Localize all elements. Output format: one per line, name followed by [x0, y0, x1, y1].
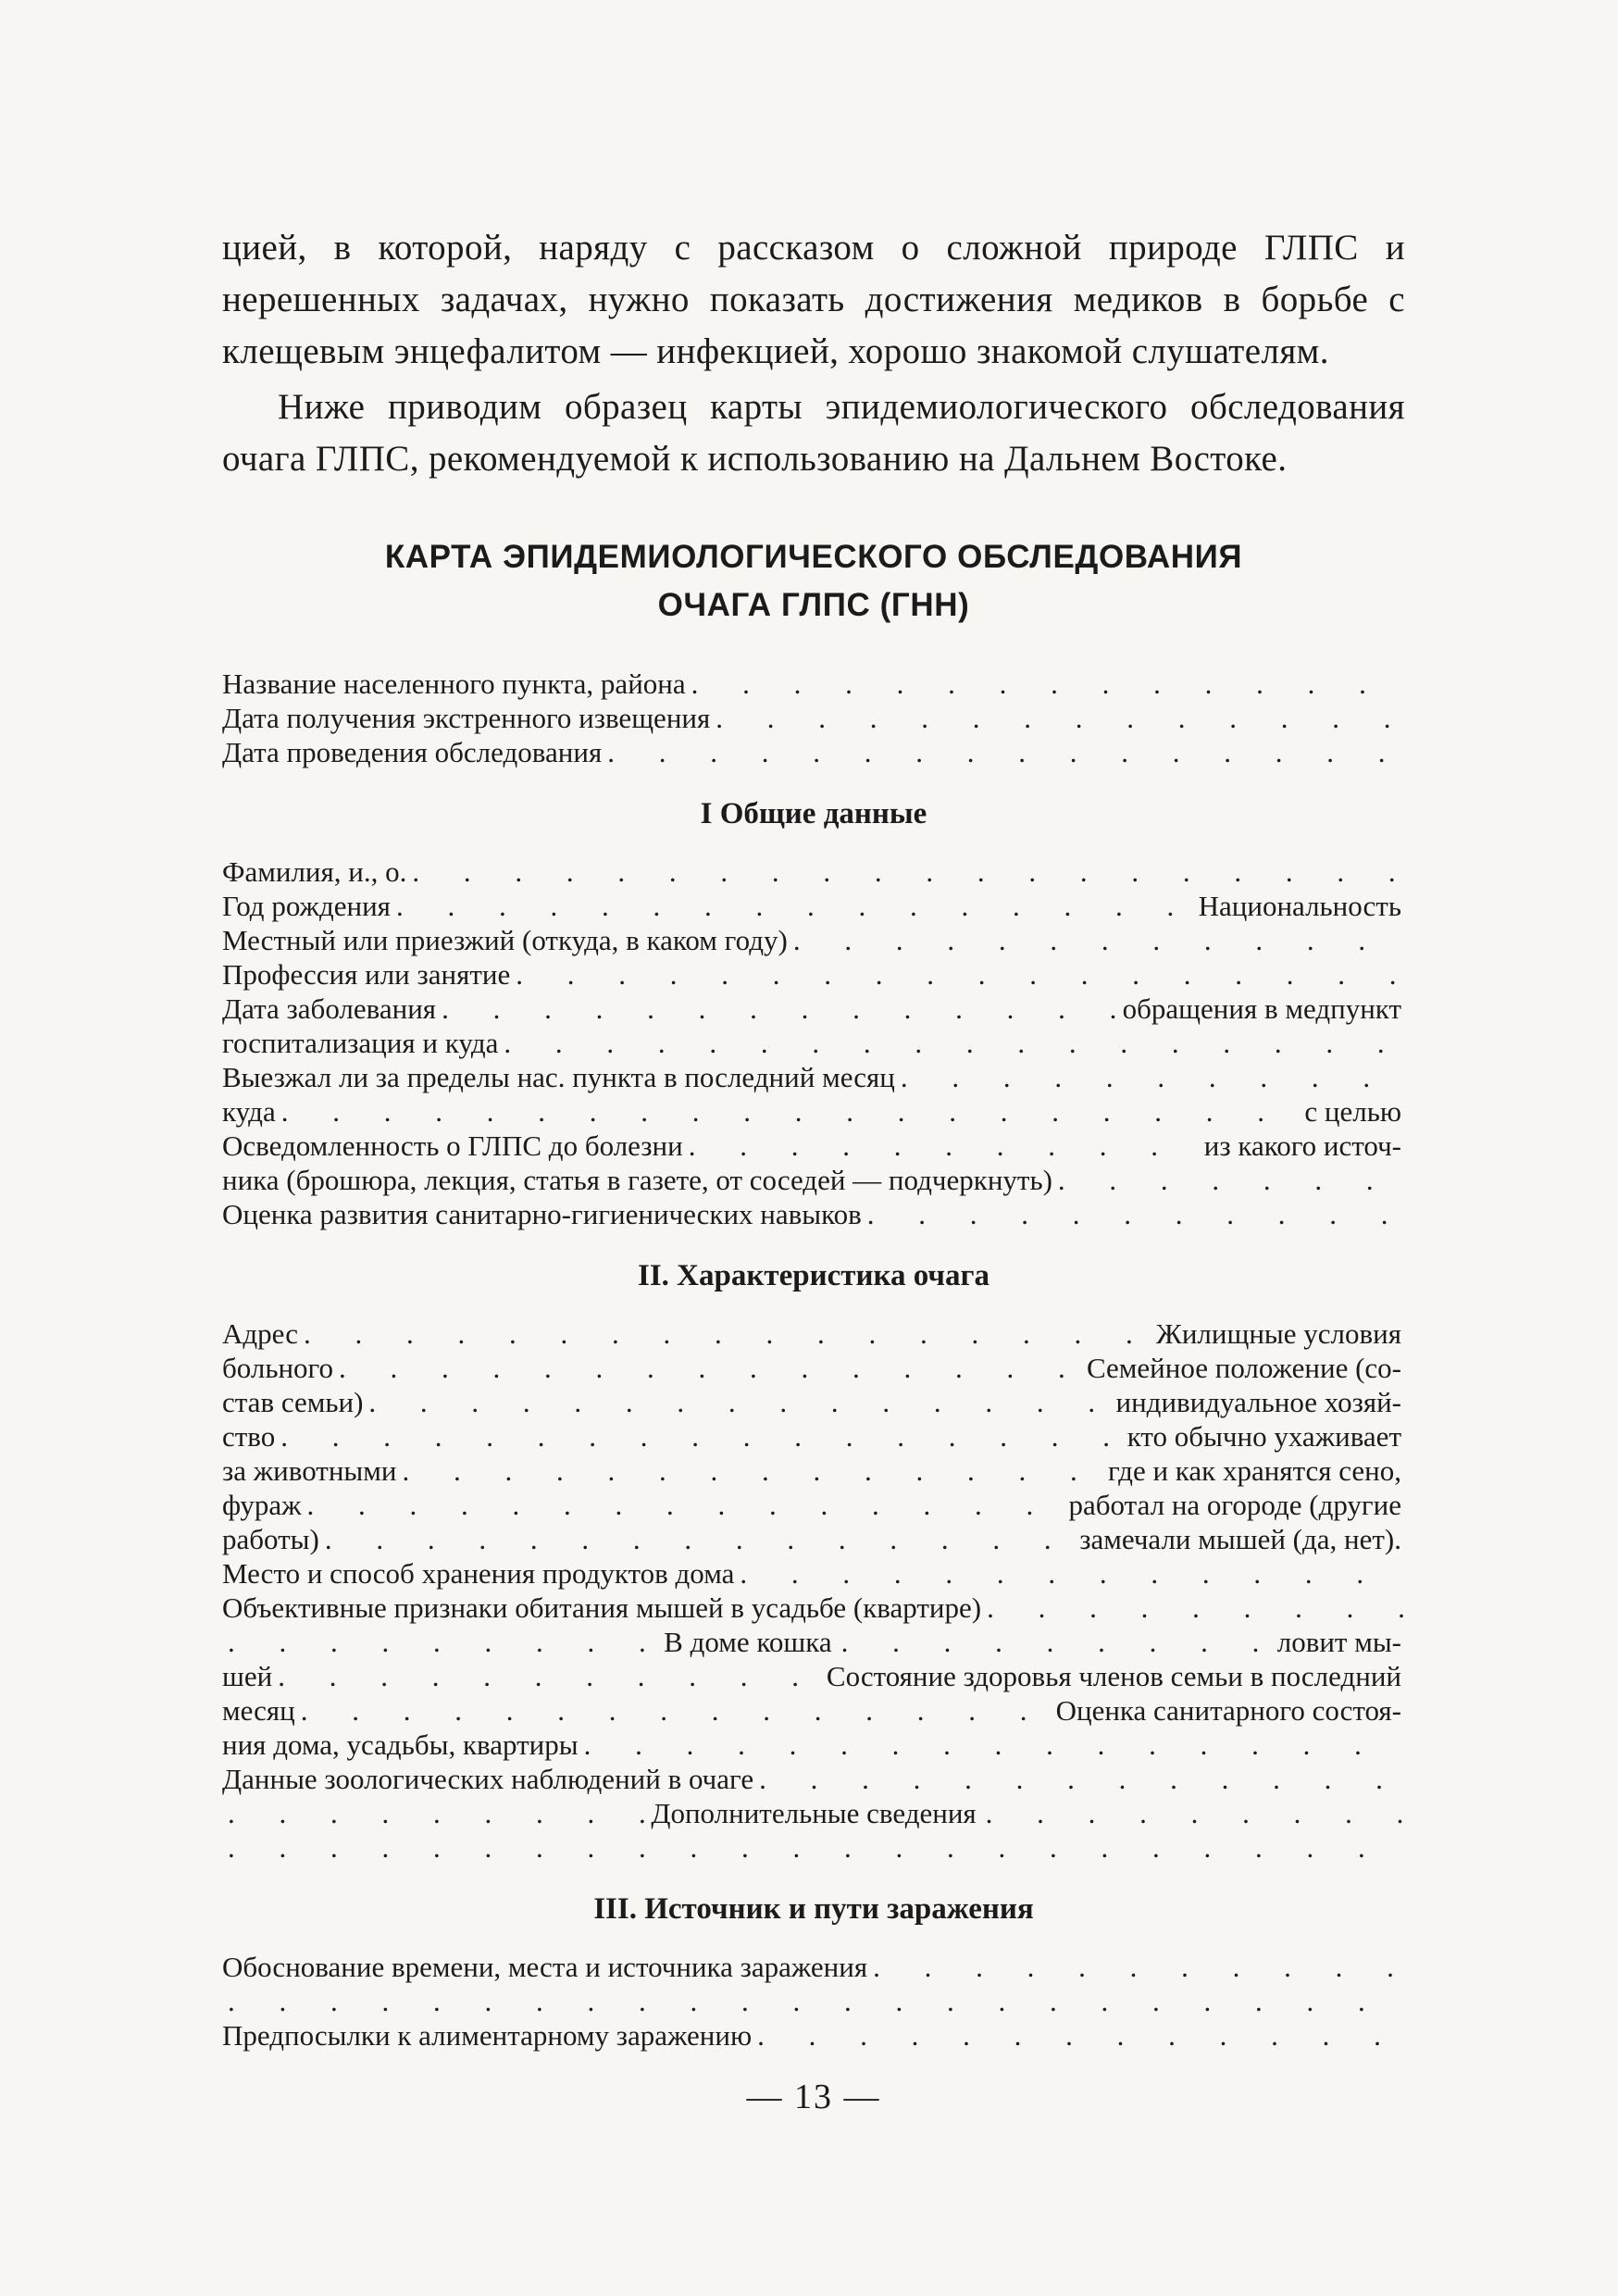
- fill-dots: [276, 1094, 1301, 1129]
- form-label: индивидуальное хозяй-: [1115, 1386, 1401, 1418]
- fill-dots: [295, 1693, 1052, 1728]
- form-line: [222, 992, 1405, 1026]
- form-line: [222, 2018, 1405, 2053]
- form-line: Название населенного пункта, района . . .: [222, 667, 1405, 701]
- form-label: работы): [222, 1523, 319, 1555]
- form-line: [222, 1454, 1405, 1488]
- form-label: за животными: [222, 1454, 397, 1487]
- fill-dots: [436, 992, 1119, 1026]
- fill-dots: [222, 1625, 660, 1659]
- fill-dots: [396, 1454, 1104, 1488]
- form-line: [222, 1163, 1405, 1197]
- card-title: КАРТА ЭПИДЕМИОЛОГИЧЕСКОГО ОБСЛЕДОВАНИЯ ОЧАГА ГЛПС (ГНН): [384, 539, 1243, 623]
- form-label: Данные зоологических наблюдений в очаге: [222, 1763, 754, 1795]
- fill-dots: [222, 1830, 1405, 1865]
- form-line: [222, 1728, 1405, 1762]
- fill-dots: [579, 1728, 1405, 1762]
- fill-dots: [788, 923, 1405, 957]
- section-3-title: III. Источник и пути заражения: [593, 1892, 1034, 1926]
- form-label: Семейное положение (со-: [1086, 1352, 1401, 1384]
- form-line: [222, 1659, 1405, 1693]
- fill-dots: [406, 855, 1405, 889]
- fill-dots: [363, 1385, 1112, 1419]
- fill-dots: [710, 701, 1405, 735]
- form-label: с целью: [1304, 1095, 1401, 1128]
- fill-dots: [510, 957, 1405, 992]
- form-label: где и как хранятся сено,: [1108, 1454, 1401, 1487]
- form-line: [222, 957, 1405, 992]
- fill-dots: [498, 1026, 1405, 1060]
- form-line: [222, 1316, 1405, 1351]
- form-line: [222, 1693, 1405, 1728]
- fill-dots: [222, 1984, 1405, 2018]
- fill-dots: [275, 1419, 1124, 1454]
- fill-dots: [836, 1625, 1274, 1659]
- form-line: [222, 1556, 1405, 1591]
- form-label: Национальность: [1198, 890, 1401, 922]
- fill-dots: [391, 889, 1195, 923]
- form-label: В доме кошка: [664, 1626, 832, 1658]
- fill-dots: [895, 1060, 1405, 1094]
- form-label: Осведомленность о ГЛПС до болезни: [222, 1129, 683, 1162]
- form-line: [222, 1796, 1405, 1830]
- form-label: кто обычно ухаживает: [1126, 1420, 1401, 1453]
- fill-dots: [981, 1591, 1405, 1625]
- form-line: [222, 1830, 1405, 1865]
- form-label: Профессия или занятие: [222, 958, 511, 991]
- form-label: Оценка санитарного состоя-: [1055, 1694, 1401, 1727]
- section-1-title: I Общие данные: [700, 797, 927, 830]
- fill-dots: [602, 735, 1405, 769]
- form-label: Дата заболевания: [222, 992, 437, 1025]
- form-line: [222, 889, 1405, 923]
- section-2-lines: [222, 1316, 1405, 1865]
- fill-dots: [272, 1659, 823, 1693]
- form-label: Фамилия, и., о.: [222, 855, 407, 888]
- form-line: [222, 1488, 1405, 1522]
- fill-dots: [1052, 1163, 1405, 1197]
- page-number: — 13 —: [746, 2078, 881, 2116]
- fill-dots: [753, 1762, 1405, 1796]
- form-line: [222, 1419, 1405, 1454]
- form-line: [222, 1094, 1405, 1129]
- form-label: куда: [222, 1095, 276, 1128]
- section-3-lines: [222, 1950, 1405, 2053]
- form-line: [222, 1625, 1405, 1659]
- form-line: [222, 1385, 1405, 1419]
- form-label: Год рождения: [222, 890, 391, 922]
- form-label: став семьи): [222, 1386, 364, 1418]
- form-label: Объективные признаки обитания мышей в усадьбе (квартире): [222, 1591, 982, 1624]
- form-line: [222, 1591, 1405, 1625]
- form-label: Выезжал ли за пределы нас. пункта в последний месяц: [222, 1061, 895, 1093]
- form-label: ния дома, усадьбы, квартиры: [222, 1728, 579, 1761]
- form-label: шей: [222, 1660, 273, 1692]
- form-line: Дата получения экстренного извещения . . .: [222, 701, 1405, 735]
- form-label: Состояние здоровья членов семьи в последний: [826, 1660, 1401, 1692]
- form-line: [222, 1197, 1405, 1231]
- form-label: Оценка развития санитарно-гигиенических навыков: [222, 1198, 862, 1230]
- form-line: [222, 1129, 1405, 1163]
- form-label: Адрес: [222, 1317, 298, 1350]
- fill-dots: [222, 1796, 647, 1830]
- fill-dots: [686, 667, 1405, 701]
- form-label: Обоснование времени, места и источника заражения: [222, 1951, 868, 1983]
- form-line: [222, 1026, 1405, 1060]
- form-label: Дополнительные сведения: [651, 1797, 977, 1829]
- form-line: [222, 1522, 1405, 1556]
- form-label: месяц: [222, 1694, 295, 1727]
- form-line: [222, 1351, 1405, 1385]
- form-line: [222, 1060, 1405, 1094]
- form-line: [222, 923, 1405, 957]
- intro-paragraph-2: Ниже приводим образец карты эпидемиологического обследования очага ГЛПС, рекомендуемой к использованию на Дальнем Востоке.: [222, 387, 1405, 479]
- form-label: ство: [222, 1420, 276, 1453]
- fill-dots: [319, 1522, 1076, 1556]
- form-label: Место и способ хранения продуктов дома: [222, 1557, 735, 1590]
- fill-dots: [980, 1796, 1405, 1830]
- fill-dots: [734, 1556, 1405, 1591]
- form-line: [222, 1762, 1405, 1796]
- form-label: больного: [222, 1352, 334, 1384]
- form-label: Предпосылки к алиментарному заражению: [222, 2019, 753, 2052]
- form-line: [222, 1950, 1405, 1984]
- fill-dots: [298, 1316, 1152, 1351]
- fill-dots: [867, 1950, 1405, 1984]
- fill-dots: [333, 1351, 1083, 1385]
- fill-dots: [683, 1129, 1201, 1163]
- form-label: Местный или приезжий (откуда, в каком году): [222, 924, 788, 956]
- form-line: Дата проведения обследования . . .: [222, 735, 1405, 769]
- section-2-title: II. Характеристика очага: [638, 1259, 989, 1292]
- fill-dots: [752, 2018, 1405, 2053]
- form-line: [222, 855, 1405, 889]
- intro-paragraph-1: цией, в которой, наряду с рассказом о сложной природе ГЛПС и нерешенных задачах, нужно показать достижения медиков в борьбе с клещевым энцефалитом — инфекцией, хорошо знакомой слушателям.: [222, 228, 1405, 371]
- fill-dots: [862, 1197, 1405, 1231]
- form-label: ловит мы-: [1276, 1626, 1401, 1658]
- form-label: замечали мышей (да, нет).: [1079, 1523, 1401, 1555]
- form-label: ника (брошюра, лекция, статья в газете, от соседей — подчеркнуть): [222, 1164, 1052, 1196]
- form-label: обращения в медпункт: [1122, 992, 1401, 1025]
- form-label: фураж: [222, 1489, 302, 1521]
- section-1-lines: [222, 855, 1405, 1231]
- form-label: Жилищные условия: [1156, 1317, 1401, 1350]
- form-label: работал на огороде (другие: [1068, 1489, 1401, 1521]
- fill-dots: [302, 1488, 1065, 1522]
- form-line: [222, 1984, 1405, 2018]
- header-fields: [222, 667, 1405, 769]
- form-label: из какого источ-: [1203, 1129, 1401, 1162]
- form-label: госпитализация и куда: [222, 1027, 499, 1059]
